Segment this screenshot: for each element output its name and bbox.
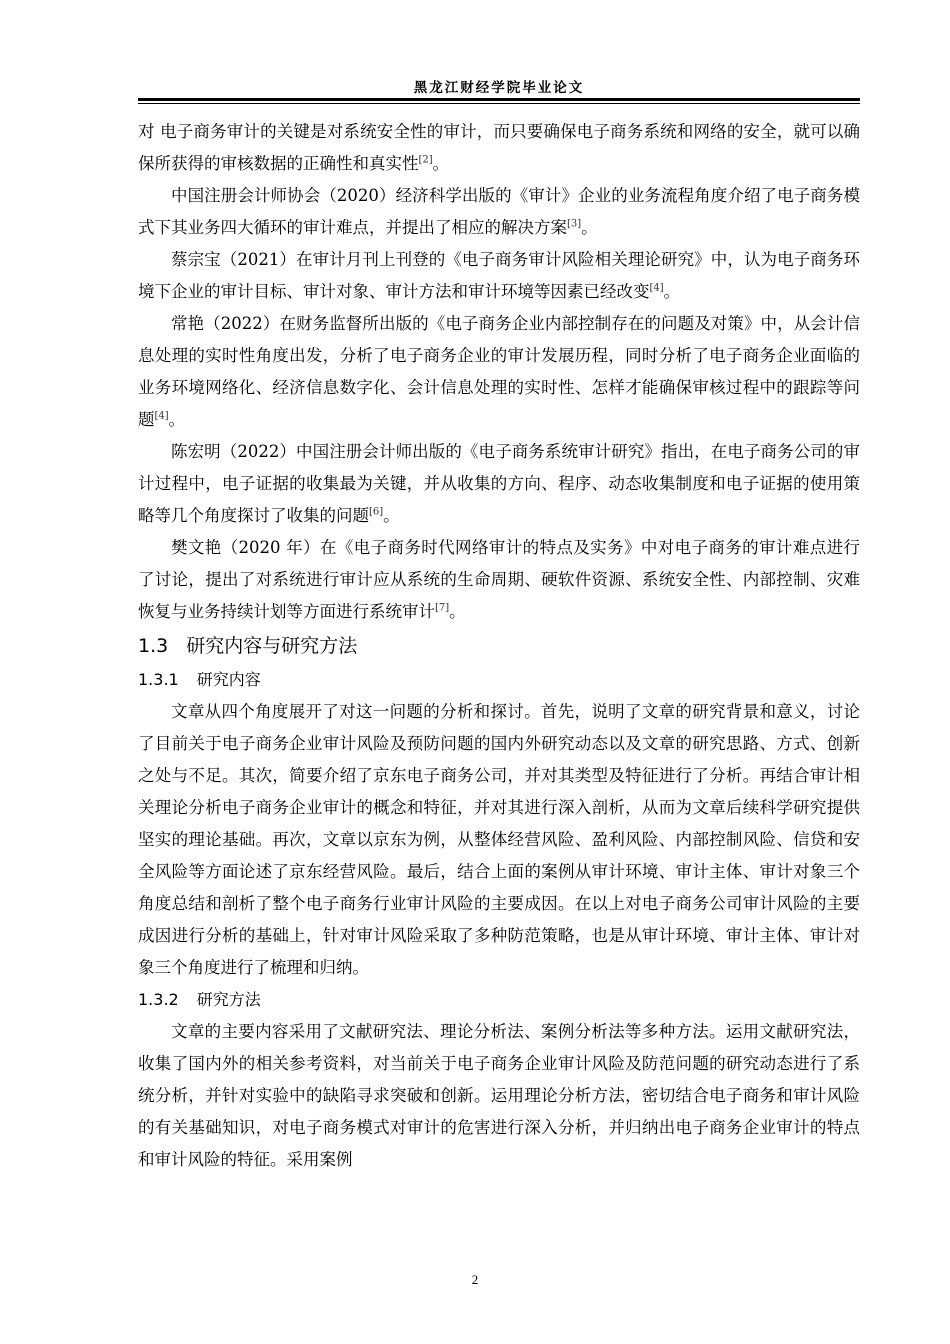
paragraph-text: 常艳（2022）在财务监督所出版的《电子商务企业内部控制存在的问题及对策》中，从会计信息处理的实时性角度出发，分析了电子商务企业的审计发展历程，同时分析了电子商务企业面临的业务环境网络化、经济信息数字化、会计信息处理的实时性、怎样才能确保审核过程中的跟踪等问题 xyxy=(138,314,860,429)
citation-marker: [7] xyxy=(435,602,450,614)
subsection-title: 研究内容 xyxy=(196,670,261,689)
paragraph-chen xyxy=(138,436,860,532)
paragraph-security-audit xyxy=(138,116,860,180)
citation-marker: [3] xyxy=(567,218,582,230)
paragraph-text: 蔡宗宝（2021）在审计月刊上刊登的《电子商务审计风险相关理论研究》中，认为电子商务环境下企业的审计目标、审计对象、审计方法和审计环境等因素已经改变 xyxy=(138,250,860,301)
subsection-number: 1.3.2 xyxy=(138,990,179,1009)
citation-marker: [2] xyxy=(418,154,433,166)
body-text xyxy=(138,116,860,1176)
paragraph-fan xyxy=(138,532,860,628)
paragraph-research-methods: 文章的主要内容采用了文献研究法、理论分析法、案例分析法等多种方法。运用文献研究法，收集了国内外的相关参考资料，对当前关于电子商务企业审计风险及防范问题的研究动态进行了系统分析，并针对实验中的缺陷寻求突破和创新。运用理论分析方法，密切结合电子商务和审计风险的有关基础知识，对电子商务模式对审计的危害进行深入分析，并归纳出电子商务企业审计的特点和审计风险的特征。采用案例 xyxy=(138,1022,860,1169)
paragraph-text: 陈宏明（2022）中国注册会计师出版的《电子商务系统审计研究》指出，在电子商务公司的审计过程中，电子证据的收集最为关键，并从收集的方向、程序、动态收集制度和电子证据的使用策略等几个角度探讨了收集的问题 xyxy=(138,442,860,525)
subsection-number: 1.3.1 xyxy=(138,670,179,689)
paragraph-end: 。 xyxy=(168,410,186,429)
page-number: 2 xyxy=(471,1272,479,1287)
section-number: 1.3 xyxy=(138,635,169,657)
paragraph-end: 。 xyxy=(383,506,400,525)
paragraph-text: 樊文艳（2020 年）在《电子商务时代网络审计的特点及实务》中对电子商务的审计难点进行了讨论，提出了对系统进行审计应从系统的生命周期、硬软件资源、系统安全性、内部控制、灾难恢复与业务持续计划等方面进行系统审计 xyxy=(138,538,860,621)
paragraph-end: 。 xyxy=(432,154,450,173)
section-heading-1-3 xyxy=(138,628,860,664)
paragraph-end: 。 xyxy=(581,218,598,237)
paragraph-chang xyxy=(138,308,860,436)
paragraph-text: 中国注册会计师协会（2020）经济科学出版的《审计》企业的业务流程角度介绍了电子商务模式下其业务四大循环的审计难点，并提出了相应的解决方案 xyxy=(138,186,860,237)
header-rule-thick xyxy=(138,98,860,101)
paragraph-cicpa xyxy=(138,180,860,244)
running-header: 黑龙江财经学院毕业论文 xyxy=(413,80,585,96)
subsection-title: 研究方法 xyxy=(196,990,261,1009)
citation-marker: [4] xyxy=(649,282,664,294)
paragraph-end: 。 xyxy=(663,282,681,301)
section-title: 研究内容与研究方法 xyxy=(186,635,358,657)
header-rule-thin xyxy=(138,103,860,104)
paragraph-text: 对 电子商务审计的关键是对系统安全性的审计，而只要确保电子商务系统和网络的安全，就可以确保所获得的审核数据的正确性和真实性 xyxy=(138,122,860,173)
paragraph-cai xyxy=(138,244,860,308)
paragraph-research-content: 文章从四个角度展开了对这一问题的分析和探讨。首先，说明了文章的研究背景和意义，讨论了目前关于电子商务企业审计风险及预防问题的国内外研究动态以及文章的研究思路、方式、创新之处与不足。其次，简要介绍了京东电子商务公司，并对其类型及特征进行了分析。再结合审计相关理论分析电子商务企业审计的概念和特征，并对其进行深入剖析，从而为文章后续科学研究提供坚实的理论基础。再次，文章以京东为例，从整体经营风险、盈利风险、内部控制风险、信贷和安全风险等方面论述了京东经营风险。最后，结合上面的案例从审计环境、审计主体、审计对象三个角度总结和剖析了整个电子商务行业审计风险的主要成因。在以上对电子商务公司审计风险的主要成因进行分析的基础上，针对审计风险采取了多种防范策略，也是从审计环境、审计主体、审计对象三个角度进行了梳理和归纳。 xyxy=(138,702,860,977)
citation-marker: [6] xyxy=(369,506,384,518)
citation-marker: [4] xyxy=(154,410,169,422)
subsection-heading-1-3-1 xyxy=(138,664,860,696)
paragraph-end: 。 xyxy=(449,602,466,621)
subsection-heading-1-3-2 xyxy=(138,984,860,1016)
